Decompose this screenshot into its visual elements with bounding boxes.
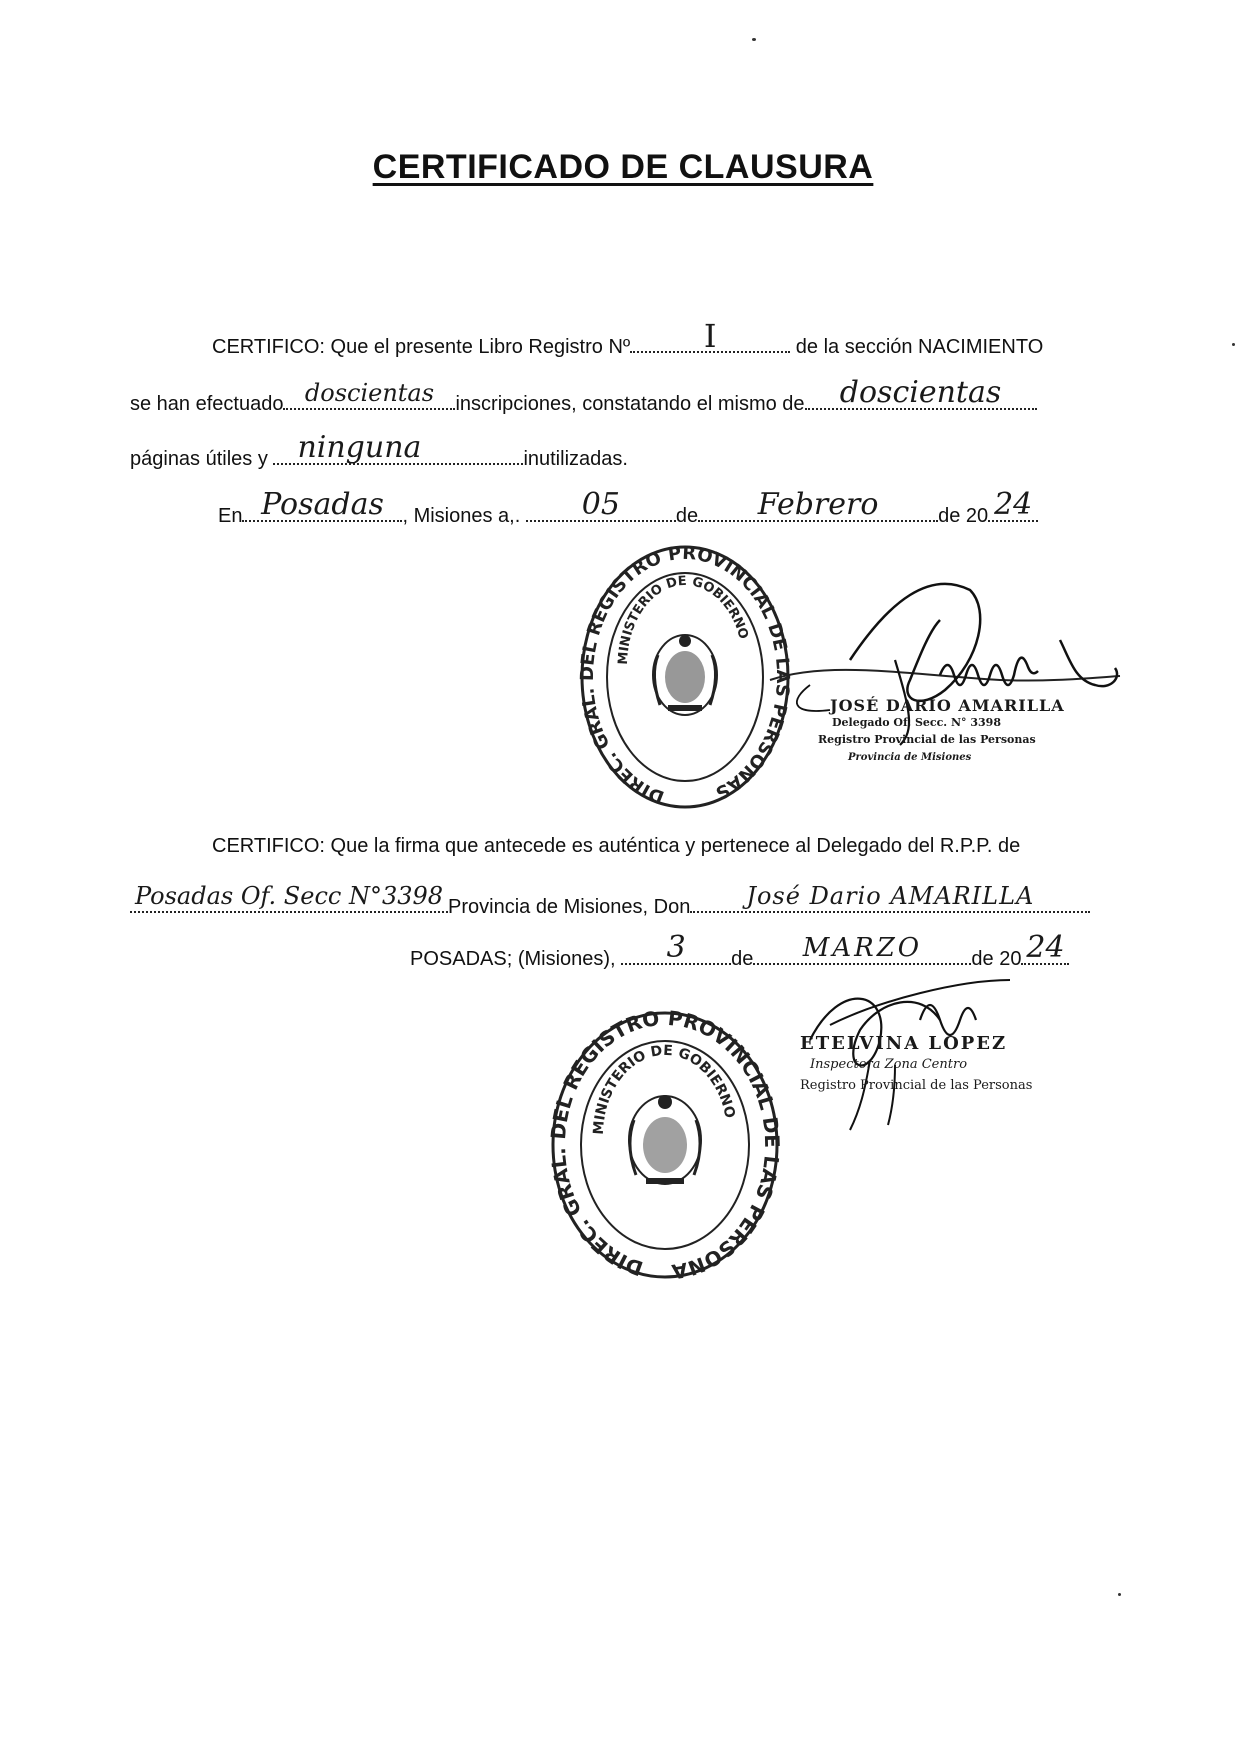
mes-value: Febrero — [757, 487, 879, 522]
seal2-inner-text: MINISTERIO DE GOBIERNO — [590, 1042, 738, 1136]
sig2-role: Inspectora Zona Centro — [810, 1057, 968, 1072]
sig1-office: Registro Provincial de las Personas — [818, 733, 1036, 746]
don-value: José Dario AMARILLA — [746, 882, 1035, 910]
dia-field — [526, 487, 676, 522]
coat-of-arms-emblem-2 — [629, 1095, 701, 1184]
p2-text-d: de — [731, 948, 754, 970]
p2-text-e: de 20 — [971, 948, 1022, 970]
scan-speck — [752, 38, 756, 41]
sig1-role: Delegado Of. Secc. N° 3398 — [832, 716, 1001, 729]
p1-text-h: , Misiones a,. — [402, 505, 521, 527]
inutilizadas-field — [273, 430, 523, 465]
seal1-inner-text: MINISTERIO DE GOBIERNO — [615, 573, 751, 666]
document-title: CERTIFICADO DE CLAUSURA — [372, 148, 874, 186]
p1-line-2 — [130, 375, 1037, 417]
anio-value: 24 — [994, 487, 1033, 522]
registro-no-field — [630, 317, 790, 355]
p1-line-1 — [212, 317, 1044, 360]
scan-speck — [1232, 343, 1235, 346]
p1-text-f: inutilizadas. — [523, 448, 628, 470]
p1-text-i: de — [675, 505, 699, 527]
p1-text-d: inscripciones, constatando el mismo de — [455, 393, 805, 415]
lugar-value: Posadas — [261, 487, 384, 522]
p2-line-1 — [212, 833, 1020, 859]
p1-text-c: se han efectuado — [130, 393, 284, 415]
inscripciones-field — [283, 379, 455, 410]
anio-field — [988, 487, 1038, 522]
official-seal-1 — [576, 542, 794, 810]
p1-line-3 — [130, 430, 628, 472]
sig1-province: Provincia de Misiones — [848, 752, 972, 763]
dia2-field — [621, 930, 731, 965]
sig1-name: JOSÉ DARIO AMARILLA — [830, 696, 1065, 715]
inutilizadas-value: ninguna — [297, 430, 422, 465]
p2-text-a: CERTIFICO: Que la firma que antecede es auténtica y pertenece al Delegado del R.P.P. de — [212, 835, 1021, 857]
oficina-field — [130, 882, 448, 913]
p1-text-g: En — [218, 505, 243, 527]
scan-speck — [1118, 1593, 1121, 1596]
dia2-value: 3 — [666, 930, 686, 965]
registro-no-value: I — [703, 317, 717, 355]
inscripciones-value: doscientas — [304, 379, 435, 407]
p2-text-b: Provincia de Misiones, Don — [448, 896, 691, 918]
don-field — [690, 882, 1090, 913]
p2-text-c: POSADAS; (Misiones), — [410, 948, 616, 970]
mes2-value: MARZO — [802, 933, 923, 963]
official-seal-2 — [542, 991, 785, 1284]
p1-text-a: CERTIFICO: Que el presente Libro Registro Nº — [212, 336, 631, 358]
p1-text-e: páginas útiles y — [130, 448, 268, 470]
dia-value: 05 — [581, 487, 620, 522]
seal1-outer-text: DIREC. GRAL. DEL REGISTRO PROVINCIAL DE LAS PERSONAS — [576, 542, 794, 808]
lugar-field — [242, 487, 402, 522]
p1-text-b: de la sección NACIMIENTO — [795, 336, 1044, 358]
p1-text-j: de 20 — [938, 505, 989, 527]
paginas-value: doscientas — [839, 375, 1002, 410]
anio2-value: 24 — [1026, 930, 1065, 965]
p2-line-2 — [130, 882, 1090, 920]
paginas-field — [805, 375, 1037, 410]
mes-field — [698, 487, 938, 522]
oficina-value: Posadas Of. Secc N°3398 — [134, 882, 444, 910]
seal2-outer-text: DIREC. GRAL. DEL REGISTRO PROVINCIAL DE LAS PERSONAS — [542, 991, 785, 1284]
sig2-office: Registro Provincial de las Personas — [800, 1078, 1033, 1093]
p1-line-4 — [218, 487, 1038, 529]
coat-of-arms-emblem-1 — [653, 635, 717, 715]
sig2-name: ETELVINA LOPEZ — [800, 1033, 1008, 1054]
